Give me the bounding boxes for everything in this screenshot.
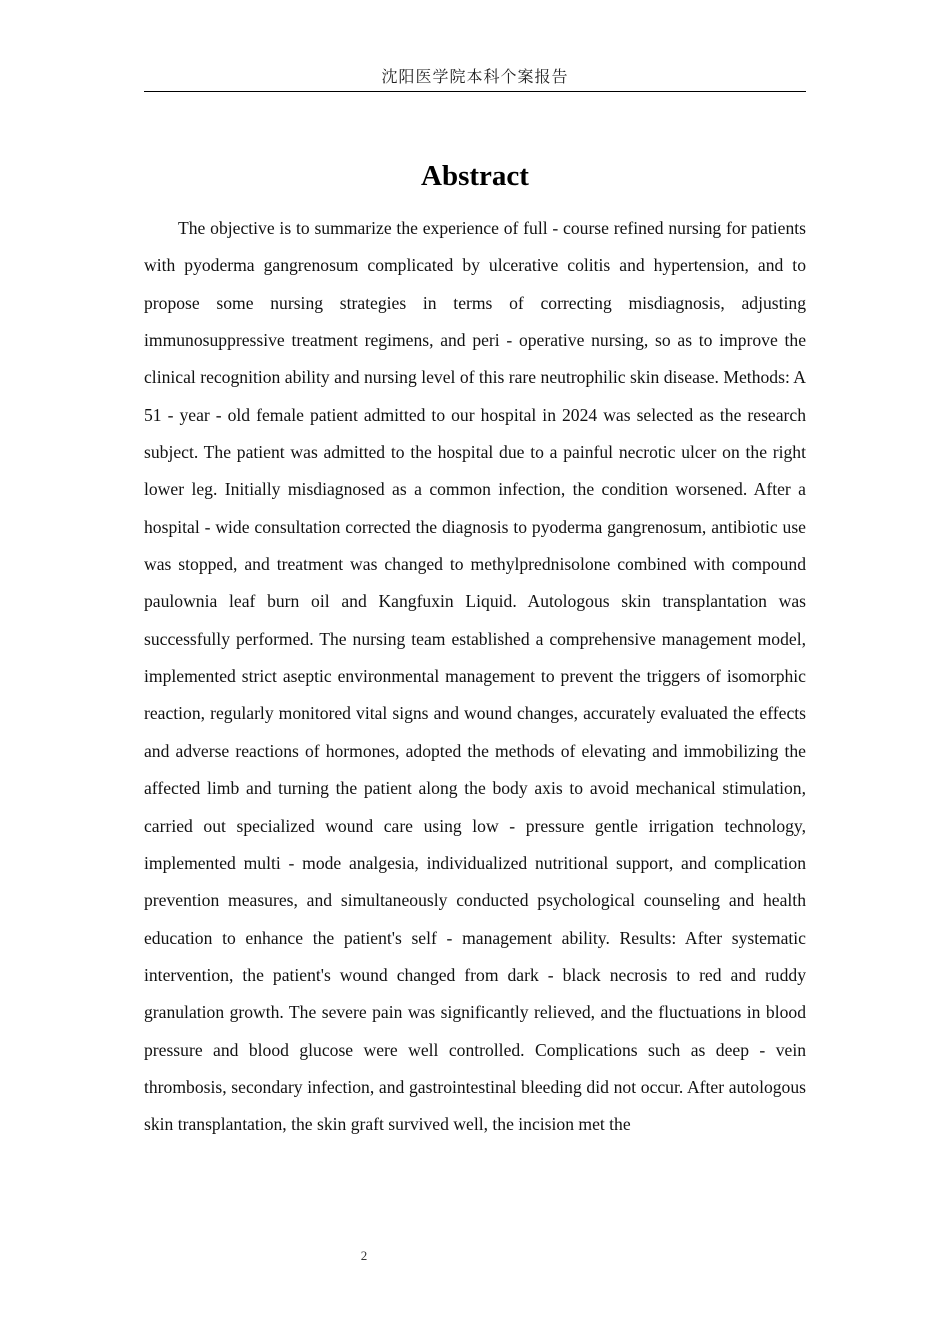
running-header: 沈阳医学院本科个案报告 <box>381 67 569 86</box>
abstract-title: Abstract <box>421 160 529 192</box>
page-number: 2 <box>360 1248 368 1263</box>
header-divider <box>144 91 806 92</box>
abstract-paragraph: The objective is to summarize the experience of full - course refined nursing for patients with pyoderma gangrenosum complicated by ulcerative colitis and hypertension, and to propose some nursing strategies in terms of correcting misdiagnosis, adjusting immunosuppressive treatment regimens, and peri - operative nursing, so as to improve the clinical recognition ability and nursing level of this rare neutrophilic skin disease. Methods: A 51 - year - old female patient admitted to our hospital in 2024 was selected as the research subject. The patient was admitted to the hospital due to a painful necrotic ulcer on the right lower leg. Initially misdiagnosed as a common infection, the condition worsened. After a hospital - wide consultation corrected the diagnosis to pyoderma gangrenosum, antibiotic use was stopped, and treatment was changed to methylprednisolone combined with compound paulownia leaf burn oil and Kangfuxin Liquid. Autologous skin transplantation was successfully performed. The nursing team established a comprehensive management model, implemented strict aseptic environmental management to prevent the triggers of isomorphic reaction, regularly monitored vital signs and wound changes, accurately evaluated the effects and adverse reactions of hormones, adopted the methods of elevating and immobilizing the affected limb and turning the patient along the body axis to avoid mechanical stimulation, carried out specialized wound care using low - pressure gentle irrigation technology, implemented multi - mode analgesia, individualized nutritional support, and complication prevention measures, and simultaneously conducted psychological counseling and health education to enhance the patient's self - management ability. Results: After systematic intervention, the patient's wound changed from dark - black necrosis to red and ruddy granulation growth. The severe pain was significantly relieved, and the fluctuations in blood pressure and blood glucose were well controlled. Complications such as deep - vein thrombosis, secondary infection, and gastrointestinal bleeding did not occur. After autologous skin transplantation, the skin graft survived well, the incision met the <box>144 218 806 1135</box>
